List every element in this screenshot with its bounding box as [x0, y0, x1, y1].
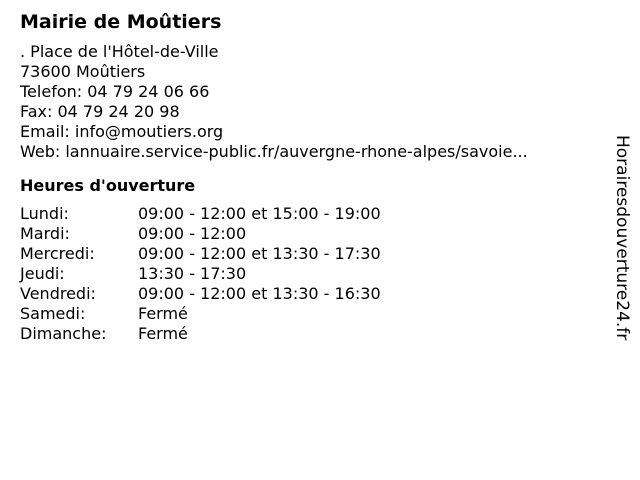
day-hours: Fermé — [138, 324, 188, 343]
day-label: Mardi: — [20, 224, 70, 243]
day-hours: 09:00 - 12:00 et 13:30 - 16:30 — [138, 284, 381, 303]
web-line[interactable]: Web: lannuaire.service-public.fr/auvergne-rhone-alpes/savoie... — [20, 142, 528, 161]
phone-line[interactable]: Telefon: 04 79 24 06 66 — [20, 82, 210, 101]
address-line-2: 73600 Moûtiers — [20, 62, 146, 81]
fax-line: Fax: 04 79 24 20 98 — [20, 102, 180, 121]
hours-row-thursday — [20, 264, 600, 284]
hours-row-saturday — [20, 304, 600, 324]
day-hours: 09:00 - 12:00 — [138, 224, 247, 243]
day-hours: 09:00 - 12:00 et 15:00 - 19:00 — [138, 204, 381, 223]
address-line-1: . Place de l'Hôtel-de-Ville — [20, 42, 219, 61]
hours-heading: Heures d'ouverture — [20, 176, 196, 195]
day-hours: 09:00 - 12:00 et 13:30 - 17:30 — [138, 244, 381, 263]
day-label: Samedi: — [20, 304, 86, 323]
email-line[interactable]: Email: info@moutiers.org — [20, 122, 224, 141]
hours-row-tuesday — [20, 224, 600, 244]
hours-row-friday — [20, 284, 600, 304]
day-label: Vendredi: — [20, 284, 96, 303]
hours-row-monday — [20, 204, 600, 224]
day-hours: Fermé — [138, 304, 188, 323]
day-label: Mercredi: — [20, 244, 95, 263]
day-label: Dimanche: — [20, 324, 107, 343]
day-label: Jeudi: — [20, 264, 65, 283]
day-hours: 13:30 - 17:30 — [138, 264, 247, 283]
site-brand-vertical: Horairesdouverture24.fr — [612, 135, 632, 341]
business-card — [20, 10, 600, 344]
hours-row-wednesday — [20, 244, 600, 264]
day-label: Lundi: — [20, 204, 69, 223]
business-name: Mairie de Moûtiers — [20, 11, 222, 33]
hours-row-sunday — [20, 324, 600, 344]
